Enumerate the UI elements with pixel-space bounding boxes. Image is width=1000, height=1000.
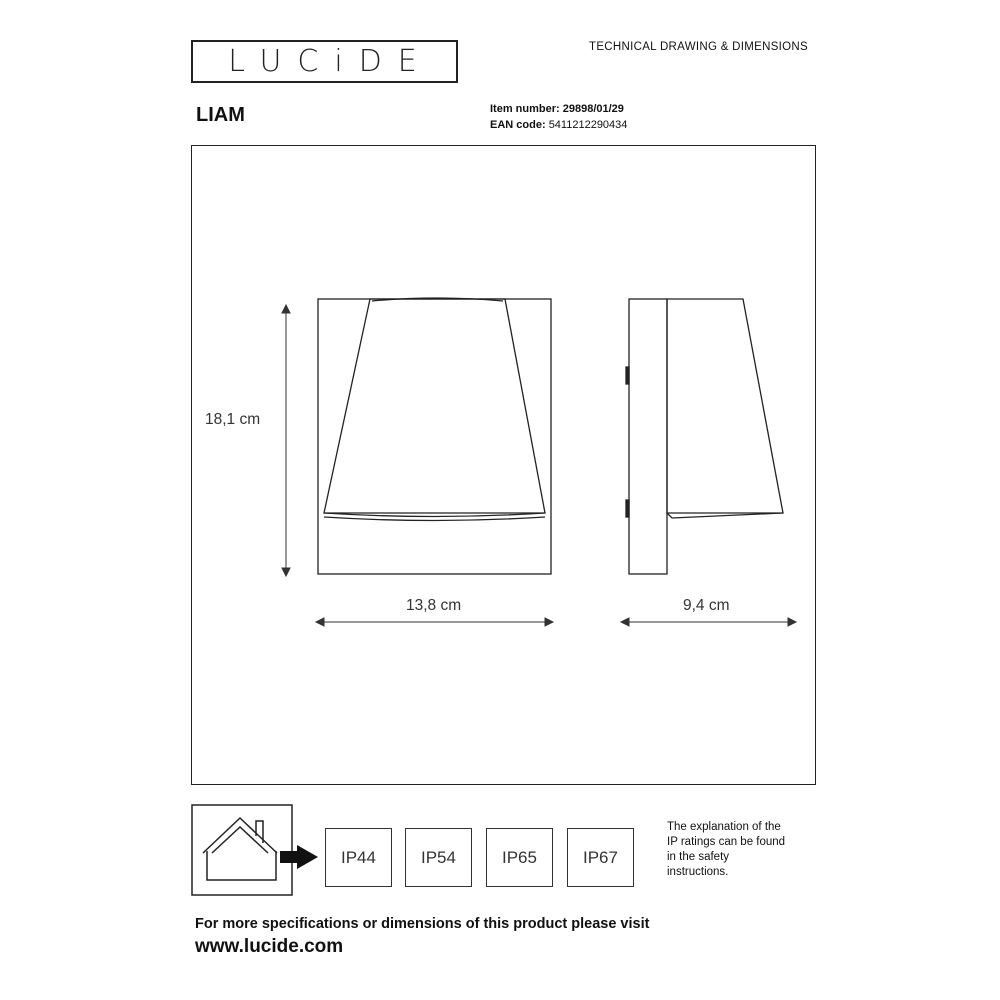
document-type: TECHNICAL DRAWING & DIMENSIONS	[589, 41, 808, 53]
side-backplate	[629, 299, 667, 574]
ip-rating-ip44: IP44	[325, 828, 392, 887]
brand-logo: LUCiDE	[191, 40, 458, 83]
side-shade	[667, 299, 783, 513]
height-label: 18,1 cm	[205, 411, 261, 428]
ip-rating-ip54: IP54	[405, 828, 472, 887]
height-arrow-top	[282, 305, 290, 313]
note-line: instructions.	[667, 866, 729, 878]
width-arrow-right	[545, 618, 553, 626]
side-shade-bottom	[667, 513, 783, 518]
side-mount-1	[626, 367, 629, 384]
front-shade	[324, 299, 545, 513]
item-number-value: 29898/01/29	[562, 103, 624, 115]
product-name: LIAM	[196, 104, 245, 126]
ip-explanation-note	[667, 820, 817, 880]
note-line: The explanation of the	[667, 821, 781, 833]
arrow-right-icon	[280, 845, 318, 869]
website-link[interactable]: www.lucide.com	[195, 936, 344, 957]
ean-code-label: EAN code:	[490, 119, 546, 131]
width-label: 13,8 cm	[406, 597, 462, 614]
note-line: IP ratings can be found	[667, 836, 786, 848]
front-shade-bottom-rim-2	[324, 517, 545, 521]
ip-rating-ip65: IP65	[486, 828, 553, 887]
ip-rating-ip67: IP67	[567, 828, 634, 887]
depth-arrow-right	[788, 618, 796, 626]
depth-label: 9,4 cm	[683, 597, 730, 614]
item-number-label: Item number:	[490, 103, 560, 115]
depth-arrow-left	[621, 618, 629, 626]
front-backplate	[318, 299, 551, 574]
footer-text: For more specifications or dimensions of this product please visit	[195, 916, 650, 932]
height-arrow-bottom	[282, 568, 290, 576]
note-line: in the safety	[667, 851, 730, 863]
width-arrow-left	[316, 618, 324, 626]
ean-code-value: 5411212290434	[548, 119, 628, 131]
house-icon	[203, 818, 277, 880]
side-mount-2	[626, 500, 629, 517]
